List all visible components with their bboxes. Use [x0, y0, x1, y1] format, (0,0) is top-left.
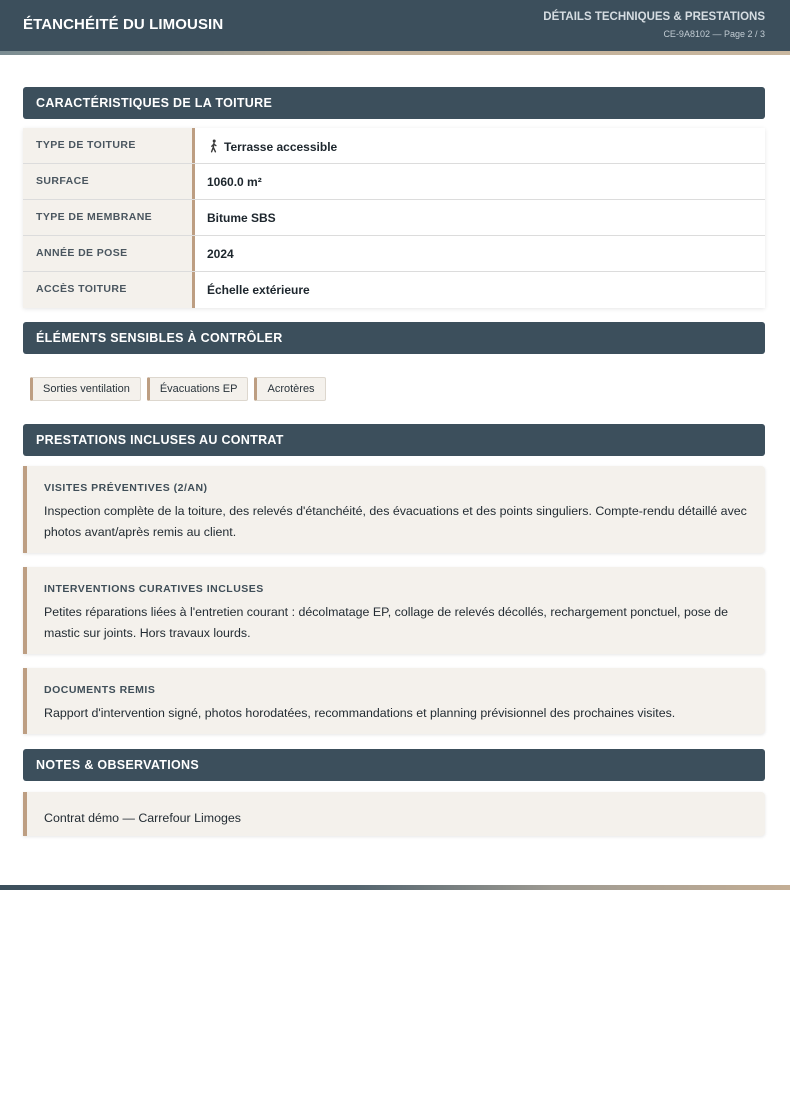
card-text: Rapport d'intervention signé, photos horodatées, recommandations et planning prévisionnel des prochaines visites.: [44, 706, 676, 720]
card-title: INTERVENTIONS CURATIVES INCLUSES: [44, 583, 264, 595]
header-accent-stripe: [0, 51, 790, 55]
spec-label: ACCÈS TOITURE: [23, 272, 195, 308]
spec-row-surface: [23, 164, 765, 200]
spec-value: Échelle extérieure: [207, 283, 310, 297]
company-name: ÉTANCHÉITÉ DU LIMOUSIN: [23, 16, 224, 33]
card-text: Inspection complète de la toiture, des relevés d'étanchéité, des évacuations et des points singuliers. Compte-rendu détaillé avec photos avant/après remis au client.: [44, 504, 747, 539]
spec-row-roof-access: [23, 272, 765, 308]
spec-row-membrane: [23, 200, 765, 236]
document-reference: CE-9A8102 — Page 2 / 3: [663, 29, 765, 39]
spec-row-install-year: [23, 236, 765, 272]
card-text: Petites réparations liées à l'entretien courant : décolmatage EP, collage de relevés décollés, rechargement ponctuel, pose de mastic sur joints. Hors travaux lourds.: [44, 605, 729, 640]
spec-value: 1060.0 m²: [207, 175, 262, 189]
roof-spec-table: [23, 128, 765, 308]
tag-item: Évacuations EP: [147, 377, 249, 401]
section-title-roof: CARACTÉRISTIQUES DE LA TOITURE: [23, 87, 765, 119]
service-card-preventive: [23, 466, 765, 553]
card-title: VISITES PRÉVENTIVES (2/AN): [44, 482, 208, 494]
spec-label: TYPE DE MEMBRANE: [23, 200, 195, 235]
card-title: DOCUMENTS REMIS: [44, 684, 156, 696]
spec-row-roof-type: [23, 128, 765, 164]
spec-value: 2024: [207, 247, 234, 261]
spec-value: Bitume SBS: [207, 211, 276, 225]
spec-value-text: Terrasse accessible: [224, 140, 338, 154]
spec-label: SURFACE: [23, 164, 195, 199]
service-card-curative: [23, 567, 765, 654]
notes-card: [23, 792, 765, 836]
section-title-notes: NOTES & OBSERVATIONS: [23, 749, 765, 781]
document-title: DÉTAILS TECHNIQUES & PRESTATIONS: [543, 11, 765, 23]
notes-text: Contrat démo — Carrefour Limoges: [44, 811, 241, 825]
spec-value: [195, 128, 765, 163]
sensitive-tags: [30, 377, 326, 401]
section-title-services: PRESTATIONS INCLUSES AU CONTRAT: [23, 424, 765, 456]
tag-item: Acrotères: [254, 377, 325, 401]
spec-label: TYPE DE TOITURE: [23, 128, 195, 163]
service-card-documents: [23, 668, 765, 734]
footer-stripe: [0, 885, 790, 890]
section-title-sensitive: ÉLÉMENTS SENSIBLES À CONTRÔLER: [23, 322, 765, 354]
spec-label: ANNÉE DE POSE: [23, 236, 195, 271]
person-walking-icon: [207, 139, 221, 153]
document-header: [0, 0, 790, 51]
tag-item: Sorties ventilation: [30, 377, 141, 401]
